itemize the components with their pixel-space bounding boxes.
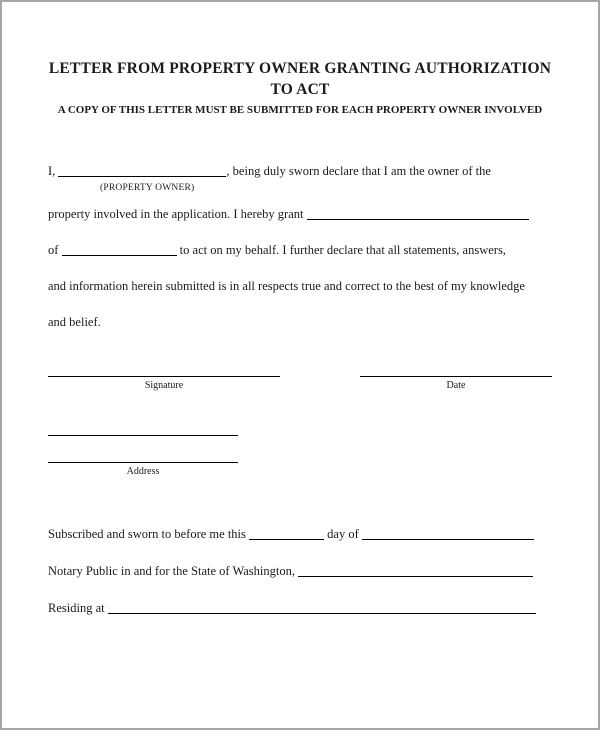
title-line-1: LETTER FROM PROPERTY OWNER GRANTING AUTHORIZATION [48,60,552,77]
address-block [48,434,552,478]
document-title [48,58,552,100]
notary-line-2 [48,561,552,582]
notary-line-3 [48,598,552,619]
blank-month [362,527,534,540]
body-line-4: and information herein submitted is in all respects true and correct to the best of my knowledge [48,279,525,293]
address-line-1 [48,434,238,436]
body-line-1-post: , being duly sworn declare that I am the owner of the [226,164,491,178]
blank-day [249,527,324,540]
blank-grantee-name [307,207,529,220]
notary-line-1-mid: day of [324,527,362,541]
address-line-2 [48,461,238,463]
blank-notary-name [298,564,533,577]
body-line-2-text: property involved in the application. I hereby grant [48,207,307,221]
notary-line-1 [48,524,552,545]
signature-line [48,375,280,377]
notary-block [48,524,552,619]
notary-line-1-pre: Subscribed and sworn to before me this [48,527,250,541]
body-line-3-post: to act on my behalf. I further declare that all statements, answers, [176,243,506,257]
property-owner-caption: (PROPERTY OWNER) [100,183,195,193]
document-subtitle: A COPY OF THIS LETTER MUST BE SUBMITTED FOR EACH PROPERTY OWNER INVOLVED [57,104,543,116]
signature-column [48,375,280,392]
body-line-3 [48,240,552,261]
body-line-1-pre: I, [48,164,59,178]
notary-line-3-text: Residing at [48,601,108,615]
date-column [360,375,552,392]
blank-residing-at [108,601,536,614]
date-line [360,375,552,377]
signature-label: Signature [144,380,184,391]
signature-date-row [48,375,552,392]
date-label: Date [446,380,466,391]
blank-grantee-of [62,243,177,256]
body-paragraph [48,161,552,333]
blank-property-owner [58,164,226,177]
body-line-3-pre: of [48,243,62,257]
body-line-1 [48,161,552,182]
title-line-2: TO ACT [270,81,330,98]
notary-line-2-text: Notary Public in and for the State of Washington, [48,564,299,578]
address-label: Address [126,466,160,477]
body-line-5: and belief. [48,315,101,329]
body-line-2 [48,204,552,225]
